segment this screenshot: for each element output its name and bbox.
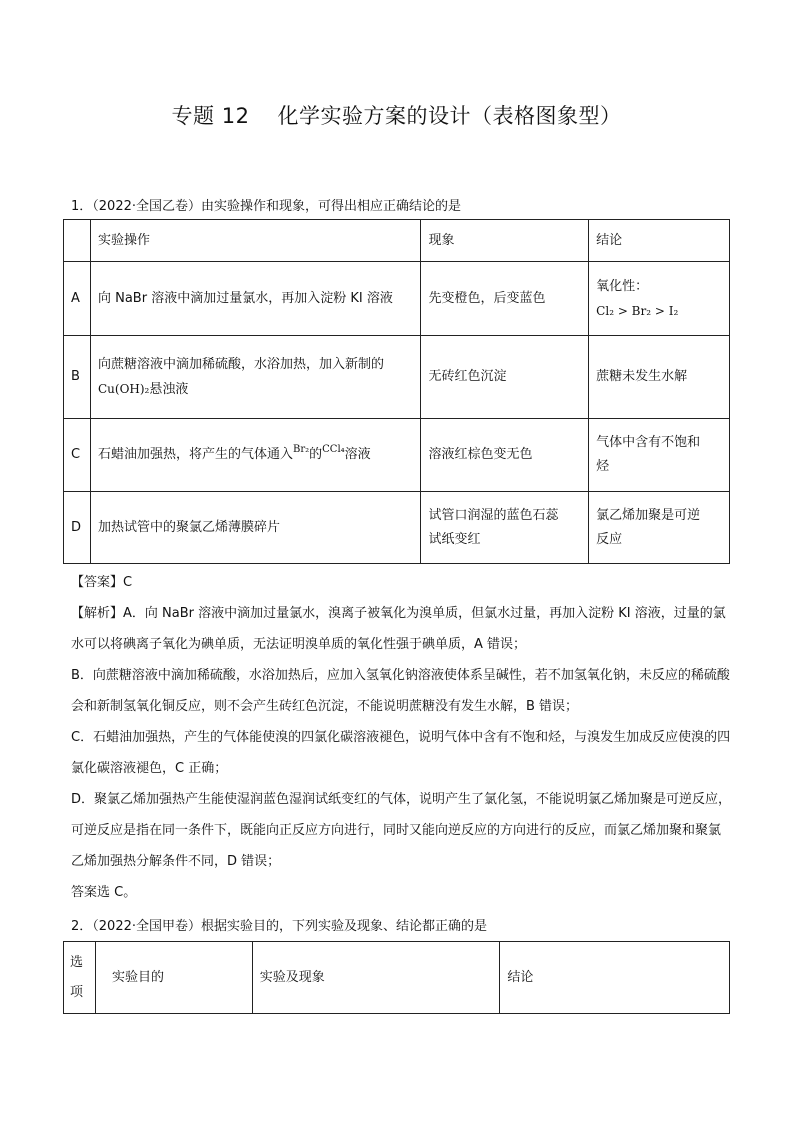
table-header-row <box>64 220 730 262</box>
header-phenomenon: 现象 <box>421 220 589 262</box>
table-header-row <box>64 942 730 1014</box>
option-label: C <box>64 419 91 492</box>
answer-line: 【答案】C <box>71 575 133 590</box>
analysis-a: 【解析】A．向 NaBr 溶液中滴加过量氯水，溴离子被氧化为溴单质，但氯水过量，再加入淀粉 KI 溶液，过量的氯水可以将碘离子氧化为碘单质，无法证明溴单质的氧化性强于碘单质，A 错误； <box>71 606 726 652</box>
phenomenon-cell: 试管口润湿的蓝色石蕊试纸变红 <box>421 492 589 564</box>
oxidizing-order-formula: Cl₂ > Br₂ > I₂ <box>596 303 679 318</box>
phenomenon-cell: 先变橙色，后变蓝色 <box>421 262 589 336</box>
question-2-table <box>63 941 730 1014</box>
analysis-d: D．聚氯乙烯加强热产生能使湿润蓝色湿润试纸变红的气体，说明产生了氯化氢，不能说明氯乙烯加聚是可逆反应，可逆反应是指在同一条件下，既能向正反应方向进行，同时又能向逆反应的方向进行的反应，而氯乙烯加聚和聚氯乙烯加强热分解条件不同，D 错误； <box>71 792 732 869</box>
operation-cell <box>90 336 420 419</box>
operation-text: 向蔗糖溶液中滴加稀硫酸，水浴加热，加入新制的 <box>97 356 384 372</box>
operation-cell: 向 NaBr 溶液中滴加过量氯水，再加入淀粉 KI 溶液 <box>90 262 420 336</box>
operation-text: 石蜡油加强热，将产生的气体通入 <box>97 446 293 462</box>
copper-hydroxide-formula: Cu(OH)₂ <box>97 381 150 396</box>
answer-analysis-block <box>71 567 731 908</box>
option-label: D <box>64 492 91 564</box>
header-option <box>64 220 91 262</box>
operation-text-de: 的 <box>309 446 323 462</box>
operation-text-solution: 溶液 <box>344 446 371 462</box>
phenomenon-cell: 溶液红棕色变无色 <box>421 419 589 492</box>
header-experiment: 实验及现象 <box>252 942 500 1014</box>
header-purpose: 实验目的 <box>95 942 252 1014</box>
ccl4-formula: CCl₄ <box>322 443 345 455</box>
title-topic-number: 专题 12 <box>171 104 250 128</box>
conclusion-cell: 气体中含有不饱和烃 <box>589 419 730 492</box>
conclusion-text: 氧化性： <box>596 278 649 294</box>
analysis-b: B．向蔗糖溶液中滴加稀硫酸，水浴加热后，应加入氢氧化钠溶液使体系呈碱性，若不加氢氧化钠，未反应的稀硫酸会和新制氢氧化铜反应，则不会产生砖红色沉淀，不能说明蔗糖没有发生水解，B 错误； <box>71 668 730 714</box>
question-1-table <box>63 219 730 564</box>
header-operation: 实验操作 <box>90 220 420 262</box>
table-row <box>64 262 730 336</box>
analysis-final: 答案选 C。 <box>71 885 137 900</box>
operation-cell: 加热试管中的聚氯乙烯薄膜碎片 <box>90 492 420 564</box>
title-topic-name: 化学实验方案的设计（表格图象型） <box>277 104 622 128</box>
header-option: 选项 <box>64 942 96 1014</box>
header-conclusion: 结论 <box>589 220 730 262</box>
option-label: A <box>64 262 91 336</box>
table-row <box>64 492 730 564</box>
conclusion-cell <box>589 262 730 336</box>
table-row <box>64 336 730 419</box>
conclusion-cell: 蔗糖未发生水解 <box>589 336 730 419</box>
page-title <box>0 100 793 130</box>
header-conclusion: 结论 <box>500 942 730 1014</box>
bromine-formula: Br₂ <box>293 443 310 455</box>
operation-cell <box>90 419 420 492</box>
option-label: B <box>64 336 91 419</box>
question-2-stem: 2．（2022·全国甲卷）根据实验目的，下列实验及现象、结论都正确的是 <box>71 919 487 934</box>
question-1-stem: 1．（2022·全国乙卷）由实验操作和现象，可得出相应正确结论的是 <box>71 199 461 214</box>
operation-text-cont: 悬浊液 <box>149 381 189 397</box>
table-row <box>64 419 730 492</box>
conclusion-cell: 氯乙烯加聚是可逆反应 <box>589 492 730 564</box>
phenomenon-cell: 无砖红色沉淀 <box>421 336 589 419</box>
analysis-c: C．石蜡油加强热，产生的气体能使溴的四氯化碳溶液褪色，说明气体中含有不饱和烃，与溴发生加成反应使溴的四氯化碳溶液褪色，C 正确； <box>71 730 731 776</box>
